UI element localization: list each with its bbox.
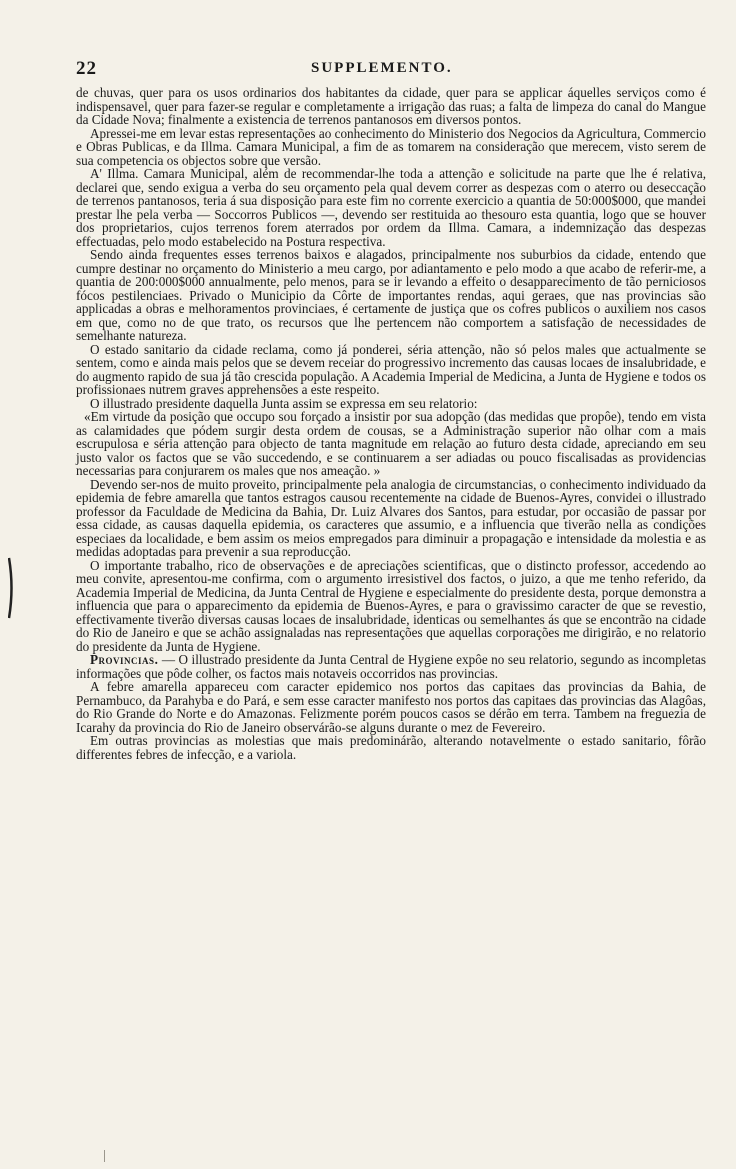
section-label: Provincias. (90, 652, 159, 667)
margin-bracket-mark (8, 557, 14, 619)
document-page (76, 58, 706, 761)
provincias-paragraph (76, 653, 706, 680)
paragraph: O illustrado presidente daquella Junta assim se expressa em seu relatorio: (90, 395, 478, 411)
paragraph: O estado sanitario da cidade reclama, como já ponderei, séria attenção, não só pelos males que actualmente se sentem, como e ainda mais pelos que se devem receiar do progressivo incremento das causas locaes de insalubridade, e do augmento rapido de sua já tão crescida população. A Academia Imperial de Medicina, a Junta de Hygiene e todos os profissionaes nutrem graves apprehensões a este respeito. (76, 341, 706, 397)
quoted-paragraph: «Em virtude da posição que occupo sou forçado a insistir por sua adopção (das medidas que propôe), tendo em vista as calamidades que pódem surgir desta ordem de cousas, se a Administração superior não olhar com a mais escrupulosa e séria attenção para objecto de tanta magnitude em relação ao futuro desta cidade, apreciando em seu justo valor os factos que se vão succedendo, e se continuarem a ser adiadas ou pouco fiscalisadas as providencias necessarias para conjurarem os males que nos ameação. » (76, 409, 706, 478)
page-number: 22 (76, 58, 97, 79)
provincias-text: — O illustrado presidente da Junta Central de Hygiene expôe no seu relatorio, segundo as incompletas informações que pôde colher, os factos mais notaveis occorridos nas provincias. (76, 652, 706, 681)
running-head: SUPPLEMENTO. (311, 60, 453, 76)
page-header (76, 58, 706, 80)
paragraph: O importante trabalho, rico de observações e de apreciações scientificas, que o distincto professor, accedendo ao meu convite, apresentou-me confirma, com o argumento irresistivel dos factos, o juizo, a que me tenho referido, da Academia Imperial de Medicina, da Junta Central de Hygiene e especialmente do presidente desta, porque demonstra a influencia que para o apparecimento da epidemia de Buenos-Ayres, e para o gravissimo caracter de que se revestio, effectivamente tiverão diversas causas locaes de insalubridade, identicas ou semelhantes ás que se encontrão na cidade do Rio de Janeiro e que se achão assignaladas nas representações que aquellas corporações me dirigirão, e no relatorio do presidente da Junta de Hygiene. (76, 557, 706, 654)
paragraph: de chuvas, quer para os usos ordinarios dos habitantes da cidade, quer para se applicar áquelles serviços como é indispensavel, quer para fazer-se regular e completamente a irrigação das ruas; a falta de limpeza do canal do Mangue da Cidade Nova; finalmente a existencia de terrenos pantanosos em diversos pontos. (76, 85, 706, 127)
paragraph: Devendo ser-nos de muito proveito, principalmente pela analogia de circumstancias, o conhecimento individuado da epidemia de febre amarella que tantos estragos causou recentemente na cidade de Buenos-Ayres, convidei o illustrado professor da Faculdade de Medicina da Bahia, Dr. Luiz Alvares dos Santos, para estudar, por occasião de passar por essa cidade, as causas daquella epidemia, os caracteres que assumio, e a influencia que tiverão nella as condições especiaes da localidade, e bem assim os meios empregados para diminuir a propagação e intensidade da molestia e as medidas adoptadas para prevenir a sua reproducção. (76, 476, 706, 559)
paragraph: A' Illma. Camara Municipal, além de recommendar-lhe toda a attenção e solicitude na parte que lhe é relativa, declarei que, sendo exigua a verba do seu orçamento pela qual devem correr as despezas com o aterro ou deseccação de terrenos pantanosos, teria á sua disposição para este fim no corrente exercicio a quantia de 50:000$000, que mandei prestar lhe pela verba — Soccorros Publicos —, devendo ser restituida ao thesouro esta quantia, logo que se houver dos proprietarios, cujos terrenos forem aterrados por ordem da Illma. Camara, a indemnização das despezas effectuadas, pelo modo estabelecido na Postura respectiva. (76, 166, 706, 249)
paragraph: Apressei-me em levar estas representações ao conhecimento do Ministerio dos Negocios da Agricultura, Commercio e Obras Publicas, e da Illma. Camara Municipal, a fim de as tomarem na consideração que merecem, visto serem de sua competencia os objectos sobre que versão. (76, 125, 706, 168)
paragraph: Em outras provincias as molestias que mais predominárão, alterando notavelmente o estado sanitario, fôrão differentes febres de infecção, e a variola. (76, 733, 706, 762)
body-text (76, 86, 706, 761)
paragraph: A febre amarella appareceu com caracter epidemico nos portos das capitaes das provincias da Bahia, de Pernambuco, da Parahyba e do Pará, e sem esse caracter manifesto nos portos das capitaes das provincias das Alagôas, do Rio Grande do Norte e do Amazonas. Felizmente porém poucos casos se dérão em terra. Tambem na freguezia de Icarahy da provincia do Rio de Janeiro observárão-se alguns durante o mez de Fevereiro. (76, 679, 706, 735)
scan-edge-mark (104, 1150, 105, 1162)
paragraph: Sendo ainda frequentes esses terrenos baixos e alagados, principalmente nos suburbios da cidade, entendo que cumpre destinar no orçamento do Ministerio a meu cargo, por adiantamento e pelo modo a que acabo de referir-me, a quantia de 200:000$000 annualmente, pelo menos, para se ir levando a effeito o desapparecimento de tão perniciosos fócos pestilenciaes. Privado o Municipio da Côrte de importantes rendas, aqui geraes, que nas provincias são applicadas a obras e melhoramentos provinciaes, é certamente de justiça que os cofres publicos o auxiliem nos casos em que, como no de que trato, os recursos que lhe pertencem não comportem a satisfação de necessidades de semelhante natureza. (76, 247, 706, 343)
